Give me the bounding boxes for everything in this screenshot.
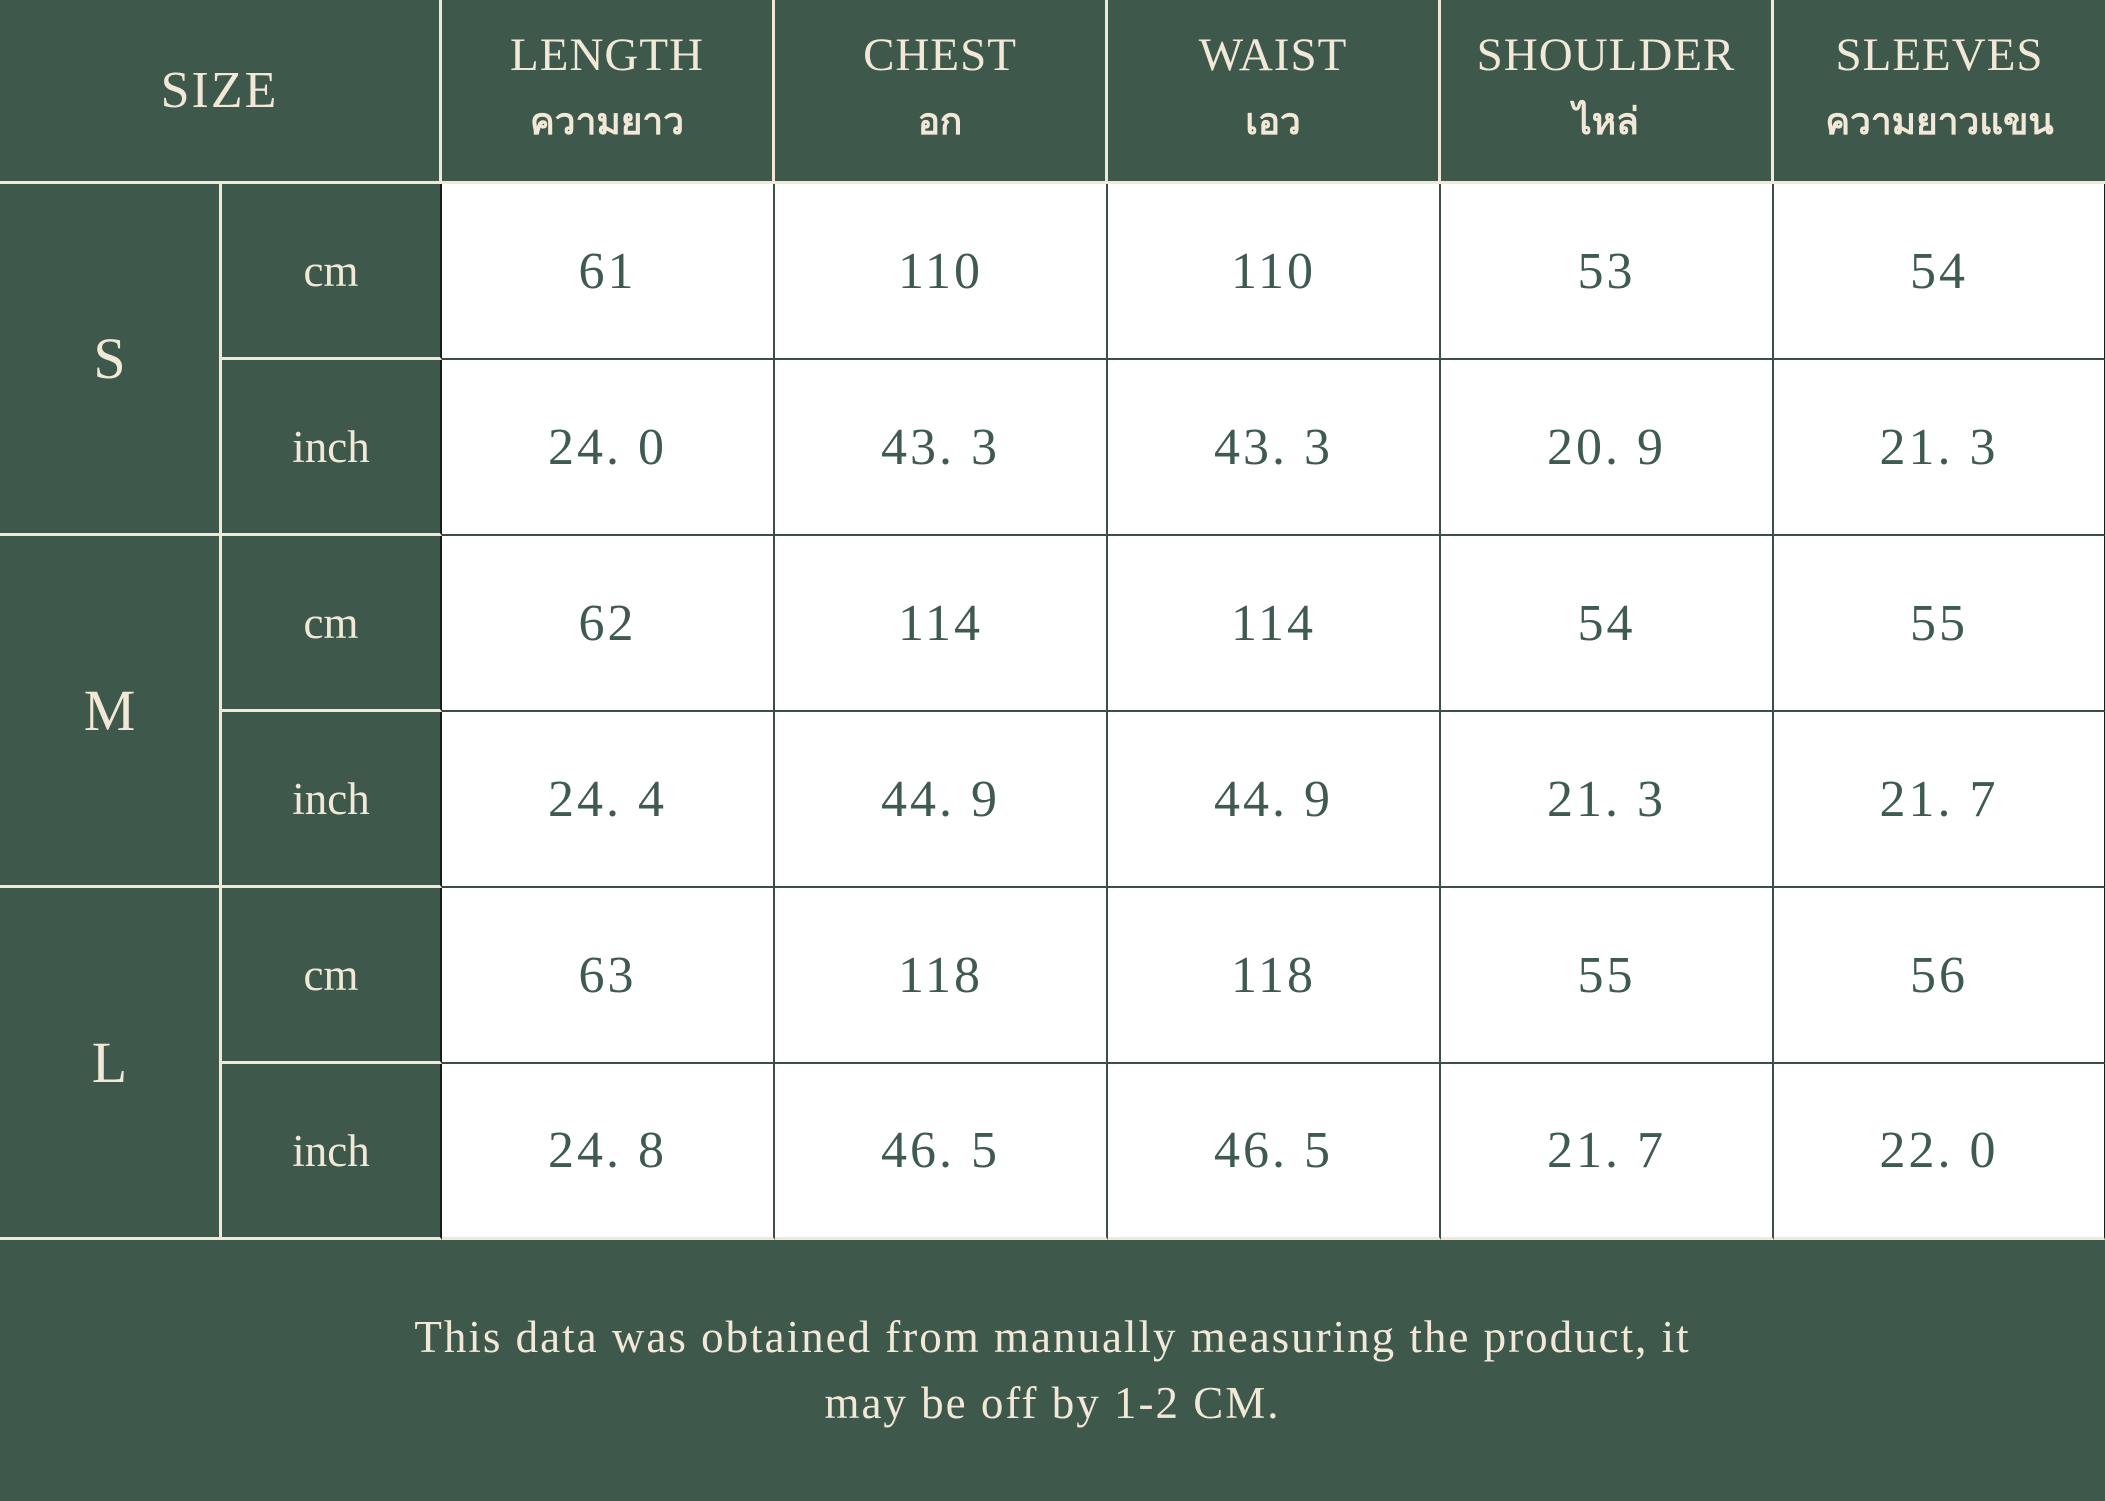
data-cell: 118 <box>1108 888 1441 1064</box>
data-cell: 54 <box>1774 184 2105 360</box>
length-label-thai: ความยาว <box>530 99 684 143</box>
data-cell: 21. 7 <box>1774 712 2105 888</box>
chest-label-thai: อก <box>917 99 963 143</box>
data-cell: 118 <box>775 888 1108 1064</box>
header-cell-chest <box>775 0 1108 184</box>
sleeves-label-en: SLEEVES <box>1835 29 2044 82</box>
data-cell: 44. 9 <box>775 712 1108 888</box>
header-row <box>0 0 2105 184</box>
footer-note-line2: may be off by 1-2 CM. <box>824 1377 1281 1428</box>
data-cell: 110 <box>775 184 1108 360</box>
data-cell: 61 <box>442 184 775 360</box>
waist-label-thai: เอว <box>1245 99 1301 143</box>
data-cell: 24. 8 <box>442 1064 775 1240</box>
sleeves-label-thai: ความยาวแขน <box>1825 99 2054 143</box>
table-row-m-cm <box>0 536 2105 712</box>
footer-note-line1: This data was obtained from manually measuring the product, it <box>414 1312 1691 1363</box>
data-cell: 44. 9 <box>1108 712 1441 888</box>
shoulder-label-en: SHOULDER <box>1476 29 1736 82</box>
size-cell-m: M <box>0 536 222 888</box>
unit-cell-l-cm: cm <box>222 888 442 1064</box>
data-cell: 43. 3 <box>775 360 1108 536</box>
table-row-l-cm <box>0 888 2105 1064</box>
table-row-m-inch <box>0 712 2105 888</box>
data-cell: 63 <box>442 888 775 1064</box>
data-cell: 54 <box>1441 536 1774 712</box>
data-cell: 20. 9 <box>1441 360 1774 536</box>
data-cell: 53 <box>1441 184 1774 360</box>
data-cell: 43. 3 <box>1108 360 1441 536</box>
size-cell-l: L <box>0 888 222 1240</box>
data-cell: 55 <box>1441 888 1774 1064</box>
header-cell-size <box>0 0 442 184</box>
unit-cell-s-inch: inch <box>222 360 442 536</box>
data-cell: 46. 5 <box>775 1064 1108 1240</box>
footer-note <box>0 1240 2105 1501</box>
waist-label-en: WAIST <box>1198 29 1348 82</box>
header-cell-sleeves <box>1774 0 2105 184</box>
header-cell-shoulder <box>1441 0 1774 184</box>
length-label-en: LENGTH <box>510 29 704 82</box>
unit-cell-m-inch: inch <box>222 712 442 888</box>
table-row-s-cm <box>0 184 2105 360</box>
data-cell: 56 <box>1774 888 2105 1064</box>
table-row-s-inch <box>0 360 2105 536</box>
shoulder-label-thai: ไหล่ <box>1573 99 1639 143</box>
data-cell: 21. 7 <box>1441 1064 1774 1240</box>
footer-row <box>0 1240 2105 1501</box>
chest-label-en: CHEST <box>863 29 1017 82</box>
data-cell: 114 <box>1108 536 1441 712</box>
data-cell: 114 <box>775 536 1108 712</box>
size-cell-s: S <box>0 184 222 536</box>
data-cell: 110 <box>1108 184 1441 360</box>
data-cell: 62 <box>442 536 775 712</box>
unit-cell-m-cm: cm <box>222 536 442 712</box>
data-cell: 24. 4 <box>442 712 775 888</box>
data-cell: 24. 0 <box>442 360 775 536</box>
unit-cell-s-cm: cm <box>222 184 442 360</box>
header-cell-length <box>442 0 775 184</box>
header-cell-waist <box>1108 0 1441 184</box>
size-header-label: SIZE <box>160 62 279 119</box>
data-cell: 21. 3 <box>1774 360 2105 536</box>
unit-cell-l-inch: inch <box>222 1064 442 1240</box>
data-cell: 55 <box>1774 536 2105 712</box>
data-cell: 21. 3 <box>1441 712 1774 888</box>
table-row-l-inch <box>0 1064 2105 1240</box>
data-cell: 22. 0 <box>1774 1064 2105 1240</box>
data-cell: 46. 5 <box>1108 1064 1441 1240</box>
